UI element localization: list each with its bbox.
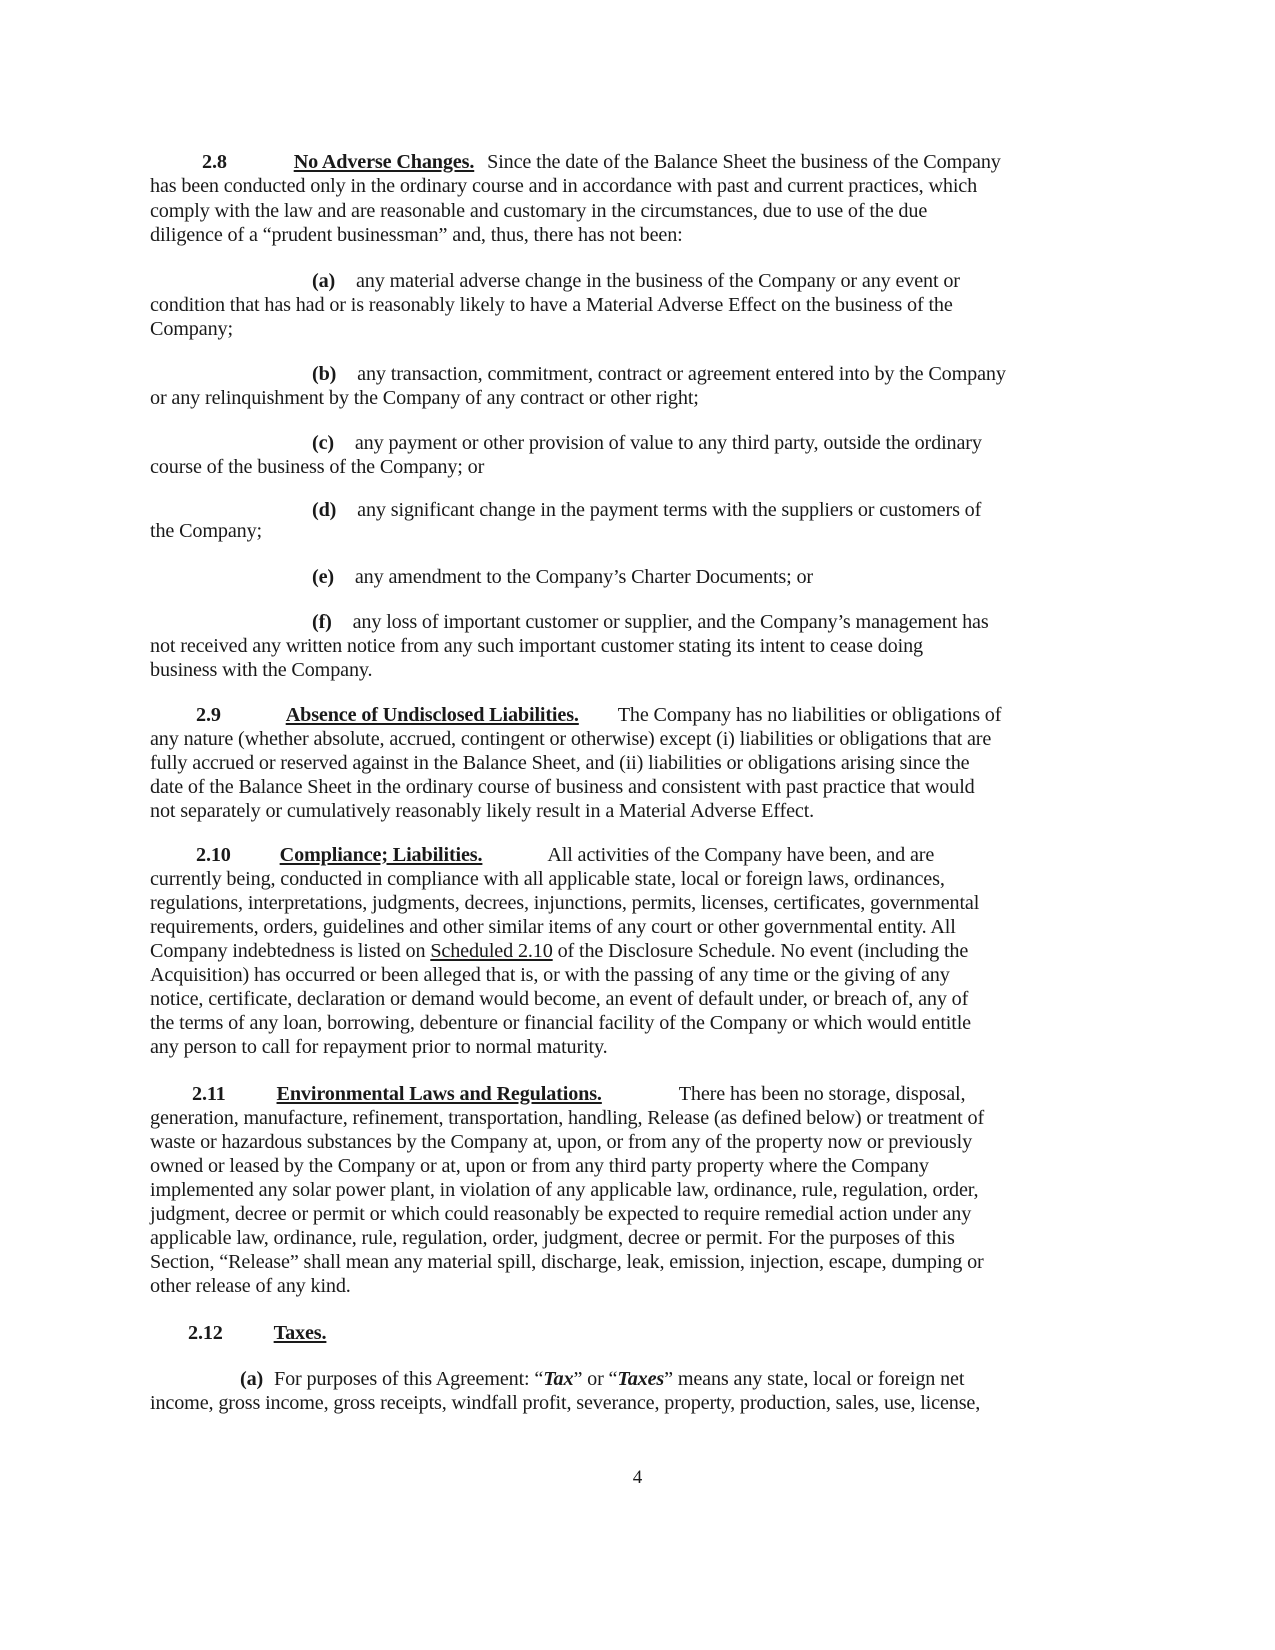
paragraph-text: fully accrued or reserved against in the Balance Sheet, and (ii) liabilities or obligations arising since the [150,752,970,774]
item-text: any payment or other provision of value to any third party, outside the ordinary [354,432,982,454]
item-text: any material adverse change in the business of the Company or any event or [356,270,960,292]
item-text: or any relinquishment by the Company of any contract or other right; [150,387,699,409]
paragraph-text: Company indebtedness is listed on [150,940,431,962]
paragraph-text: There has been no storage, disposal, [678,1083,966,1105]
paragraph-text: The Company has no liabilities or obligations of [617,704,1002,726]
paragraph-text: Since the date of the Balance Sheet the business of the Company [487,151,1001,173]
item-label: (f) [312,611,332,633]
list-item-b [312,362,1006,386]
paragraph-text: any person to call for repayment prior to normal maturity. [150,1036,608,1058]
item-text: condition that has had or is reasonably likely to have a Material Adverse Effect on the business of the [150,294,953,316]
list-item-d [312,498,981,522]
section-heading: Taxes. [273,1322,327,1344]
paragraph-text: of the Disclosure Schedule. No event (including the [552,940,969,962]
section-2-12-title-line [188,1321,326,1345]
list-item-c [312,431,982,455]
defined-term: Taxes [617,1368,665,1390]
paragraph-text: currently being, conducted in compliance with all applicable state, local or foreign laws, ordinances, [150,868,945,890]
item-label: (a) [240,1368,264,1390]
paragraph-text: other release of any kind. [150,1275,351,1297]
schedule-reference: Scheduled 2.10 [430,940,553,962]
section-number: 2.10 [196,844,231,866]
paragraph-text: owned or leased by the Company or at, upon or from any third party property where the Company [150,1155,929,1177]
item-text: the Company; [150,520,263,542]
paragraph-text: regulations, interpretations, judgments, decrees, injunctions, permits, licenses, certificates, governmental [150,892,980,914]
paragraph-text: implemented any solar power plant, in violation of any applicable law, ordinance, rule, regulation, order, [150,1179,979,1201]
section-number: 2.12 [188,1322,223,1344]
item-text: any loss of important customer or supplier, and the Company’s management has [352,611,989,633]
paragraph-text: For purposes of this Agreement: “ [274,1368,544,1390]
section-heading: Absence of Undisclosed Liabilities. [285,704,579,726]
paragraph-text: notice, certificate, declaration or demand would become, an event of default under, or breach of, any of [150,988,969,1010]
paragraph-text: not separately or cumulatively reasonably likely result in a Material Adverse Effect. [150,800,815,822]
paragraph-text: income, gross income, gross receipts, windfall profit, severance, property, production, sales, use, license, [150,1392,981,1414]
paragraph-text: judgment, decree or permit or which could reasonably be expected to require remedial action under any [150,1203,972,1225]
section-2-9-title-line [196,703,1001,727]
section-number: 2.8 [202,151,227,173]
tax-definition-line [240,1367,964,1391]
paragraph-text: Acquisition) has occurred or been alleged that is, or with the passing of any time or the giving of any [150,964,950,986]
paragraph-text: the terms of any loan, borrowing, debenture or financial facility of the Company or which would entitle [150,1012,971,1034]
item-text: business with the Company. [150,659,373,681]
section-2-11-title-line [192,1082,965,1106]
paragraph-text: requirements, orders, guidelines and other similar items of any court or other governmental entity. All [150,916,956,938]
section-number: 2.11 [192,1083,226,1105]
paragraph-text: any nature (whether absolute, accrued, contingent or otherwise) except (i) liabilities or obligations that are [150,728,992,750]
item-text: Company; [150,318,233,340]
paragraph-text: diligence of a “prudent businessman” and, thus, there has not been: [150,224,683,246]
item-label: (d) [312,499,337,521]
page-number: 4 [632,1467,643,1488]
paragraph-text: applicable law, ordinance, rule, regulation, order, judgment, decree or permit. For the purposes of this [150,1227,955,1249]
item-label: (b) [312,363,337,385]
paragraph-line-with-reference [150,939,968,963]
paragraph-text: Section, “Release” shall mean any material spill, discharge, leak, emission, injection, escape, dumping or [150,1251,984,1273]
item-text: any amendment to the Company’s Charter Documents; or [354,566,813,588]
paragraph-text: ” means any state, local or foreign net [664,1368,965,1390]
paragraph-text: comply with the law and are reasonable and customary in the circumstances, due to use of the due [150,200,928,222]
item-text: course of the business of the Company; or [150,456,485,478]
item-text: any significant change in the payment terms with the suppliers or customers of [357,499,982,521]
list-item-f [312,610,989,634]
list-item-a [312,269,960,293]
section-heading: Compliance; Liabilities. [279,844,483,866]
paragraph-text: waste or hazardous substances by the Company at, upon, or from any of the property now or previously [150,1131,973,1153]
paragraph-text: has been conducted only in the ordinary course and in accordance with past and current practices, which [150,175,978,197]
item-text: not received any written notice from any such important customer stating its intent to cease doing [150,635,923,657]
item-text: any transaction, commitment, contract or agreement entered into by the Company [357,363,1006,385]
item-label: (a) [312,270,336,292]
paragraph-text: date of the Balance Sheet in the ordinary course of business and consistent with past practice that would [150,776,975,798]
section-2-10-title-line [196,843,934,867]
paragraph-text: generation, manufacture, refinement, transportation, handling, Release (as defined below) or treatment of [150,1107,985,1129]
section-heading: Environmental Laws and Regulations. [276,1083,602,1105]
paragraph-text: All activities of the Company have been, and are [547,844,935,866]
section-heading: No Adverse Changes. [293,151,475,173]
item-label: (e) [312,566,334,588]
item-label: (c) [312,432,334,454]
list-item-e [312,565,813,589]
section-2-8-title-line [202,150,1001,174]
defined-term: Tax [543,1368,574,1390]
paragraph-text: ” or “ [573,1368,618,1390]
section-number: 2.9 [196,704,221,726]
